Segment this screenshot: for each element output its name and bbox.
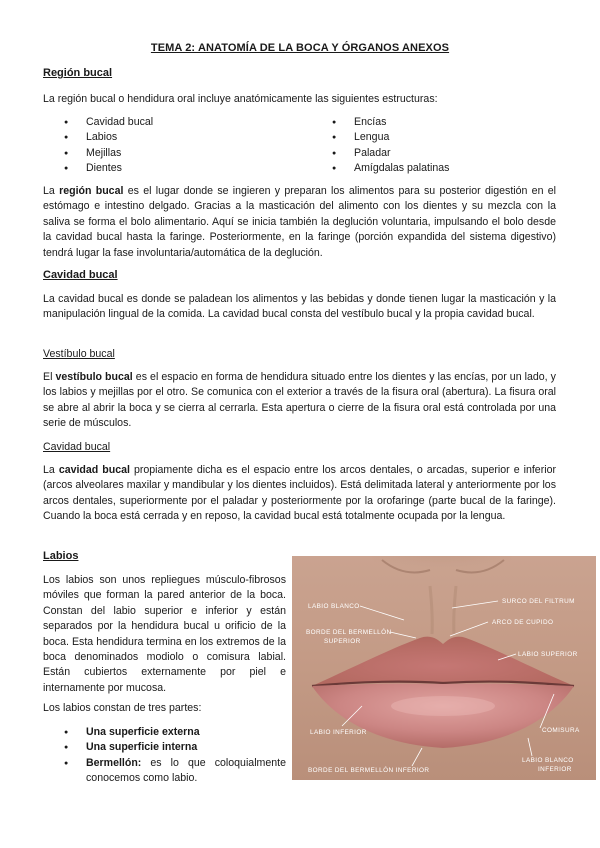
labios-part-bermellon: ● Bermellón: es lo que coloquialmente conocemos como labio. [64, 757, 286, 785]
vestibulo-paragraph: El vestíbulo bucal es el espacio en forma de hendidura situado entre los dientes y las encías, por un lado, y los labios y mejillas por el otro. Se comunica con el exterior a través de la fisura oral (abertura). La fisura oral se abre al abrir la boca y se cierra al cerrarla. Esta apertura o cierre de la fisura oral está controlada por una serie de músculos. [43, 371, 556, 430]
region-bucal-paragraph: La región bucal es el lugar donde se ingieren y preparan los alimentos para su posterior digestión en el estómago e intestino delgado. Gracias a la masticación del alimento con los dientes y su mezcla con la saliva se forma el bolo alimentario. Aquí se inicia también la deglución voluntaria, impulsando el bolo desde la cavidad bucal hasta la faringe. Posteriormente, en la faringe (porción expandida del sistema digestivo) tendrá lugar la fase involuntaria/automática de la deglución. [43, 185, 557, 259]
list-item: ● Amígdalas palatinas [332, 161, 449, 176]
region-bucal-intro: La región bucal o hendidura oral incluye anatómicamente las siguientes estructuras: [43, 93, 438, 105]
list-item: ● Labios [64, 130, 153, 145]
section-heading-cavidad-bucal: Cavidad bucal [43, 269, 118, 281]
structures-list-right [332, 115, 449, 177]
subheading-cavidad-bucal-propia: Cavidad bucal [43, 441, 111, 453]
subheading-vestibulo-bucal: Vestíbulo bucal [43, 348, 115, 360]
section-heading-labios: Labios [43, 550, 79, 562]
label-labio-inferior: LABIO INFERIOR [310, 729, 367, 736]
labios-paragraph: Los labios son unos repliegues músculo-fibrosos móviles que forman la pared anterior de la boca. Constan del labio superior e inferior y están separados por la hendidura bucal u orificio de la boca. Esta hendidura termina en los extremos de la boca denominados modiolo o comisura labial. Están cubiertos externamente por piel e internamente por mucosa. [43, 574, 286, 694]
lips-anatomy-figure [292, 556, 596, 780]
list-item: ● Una superficie interna [64, 740, 286, 755]
label-labio-blanco-inferior-2: INFERIOR [538, 766, 572, 773]
labios-parts-intro: Los labios constan de tres partes: [43, 702, 202, 714]
label-borde-inferior: BORDE DEL BERMELLÓN INFERIOR [308, 767, 430, 774]
lips-illustration [292, 556, 596, 780]
label-labio-blanco-inferior-1: LABIO BLANCO [522, 757, 574, 764]
section-heading-region-bucal: Región bucal [43, 67, 113, 79]
list-item: ● Encías [332, 115, 449, 130]
labios-parts-list [64, 725, 286, 756]
cavidad-propia-paragraph: La cavidad bucal propiamente dicha es el espacio entre los arcos dentales, o arcadas, superior e inferior (arcos alveolares maxilar y mandibular y los dientes incluidos). Está delimitada lateral y anteriormente por los arcos dentales, superiormente por el paladar y posteriormente por la orofaringe (parte bucal de la faringe). Cuando la boca está cerrada y en reposo, la cavidad bucal está totalmente ocupada por la lengua. [43, 464, 556, 523]
label-borde-superior-1: BORDE DEL BERMELLÓN [306, 629, 392, 636]
page-title: TEMA 2: ANATOMÍA DE LA BOCA Y ÓRGANOS ANEXOS [150, 42, 450, 54]
list-item: ● Mejillas [64, 146, 153, 161]
label-arco-cupido: ARCO DE CUPIDO [492, 619, 554, 626]
structures-list-left [64, 115, 153, 177]
label-comisura: COMISURA [542, 727, 580, 734]
list-item: ● Cavidad bucal [64, 115, 153, 130]
label-borde-superior-2: SUPERIOR [324, 638, 361, 645]
label-surco-filtrum: SURCO DEL FILTRUM [502, 598, 575, 605]
list-item: ● Lengua [332, 130, 449, 145]
list-item: ● Una superficie externa [64, 725, 286, 740]
list-item: ● Paladar [332, 146, 449, 161]
label-labio-blanco: LABIO BLANCO [308, 603, 360, 610]
list-item: ● Dientes [64, 161, 153, 176]
label-labio-superior: LABIO SUPERIOR [518, 651, 578, 658]
cavidad-bucal-paragraph: La cavidad bucal es donde se paladean los alimentos y las bebidas y donde tienen lugar la masticación y la manipulación lingual de la comida. La cavidad bucal consta del vestíbulo bucal y la propia cavidad bucal. [43, 293, 556, 321]
